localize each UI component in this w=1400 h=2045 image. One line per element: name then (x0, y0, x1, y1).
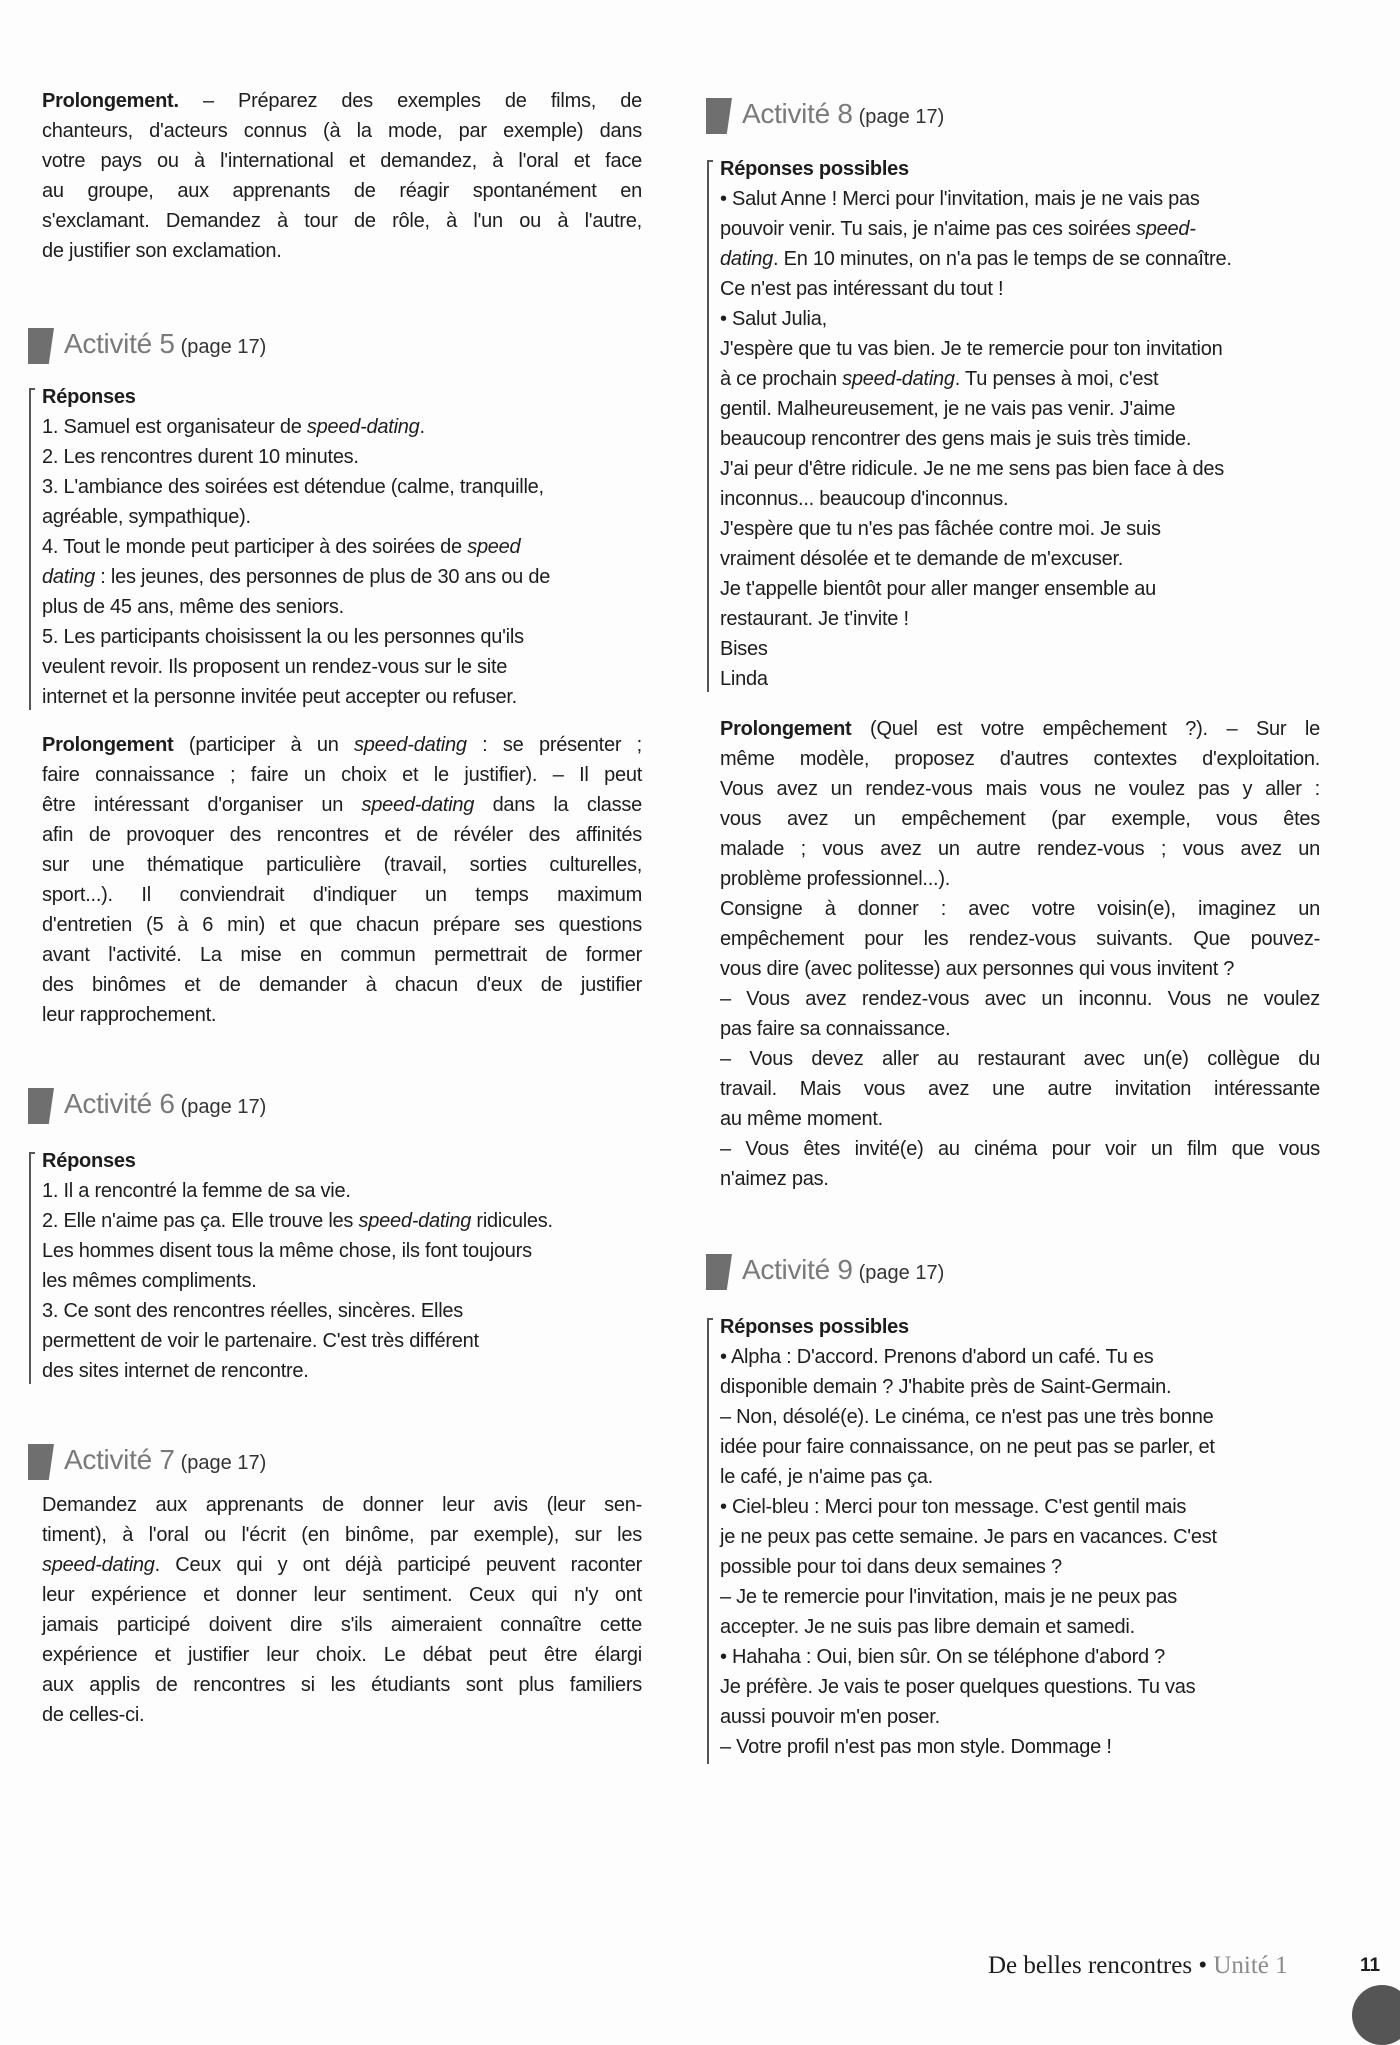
text: même modèle, proposez d'autres contextes d'exploitation. (720, 748, 1320, 770)
text: avant l'activité. La mise en commun permettrait de former (42, 944, 642, 966)
text: – Préparez des exemples de films, de (178, 90, 642, 112)
activity-page-ref: (page 17) (858, 106, 945, 128)
text: gentil. Malheureusement, je ne vais pas venir. J'aime (720, 398, 1176, 420)
text-line (42, 1670, 642, 1700)
text: travail. Mais vous avez une autre invitation intéressante (720, 1078, 1320, 1100)
text-line (720, 834, 1320, 864)
text-line (42, 382, 642, 412)
text: idée pour faire connaissance, on ne peut pas se parler, et (720, 1436, 1215, 1458)
bold-text: Prolongement (720, 718, 852, 740)
text-line (42, 970, 642, 1000)
text: malade ; vous avez un autre rendez-vous ; vous avez un (720, 838, 1320, 860)
text-line (42, 880, 642, 910)
text: Je t'appelle bientôt pour aller manger ensemble au (720, 578, 1157, 600)
italic-text: dating (720, 248, 773, 270)
text: afin de provoquer des rencontres et de révéler des affinités (42, 824, 642, 846)
activite7-body (42, 1490, 642, 1730)
text: vraiment désolée et te demande de m'excuser. (720, 548, 1124, 570)
text-line (42, 206, 642, 236)
text-line (720, 1702, 1320, 1732)
text-line (42, 652, 642, 682)
text-line (42, 86, 642, 116)
text: • Alpha : D'accord. Prenons d'abord un café. Tu es (720, 1346, 1154, 1368)
answer-bracket (29, 1152, 31, 1384)
text-line (42, 562, 642, 592)
text: 2. Les rencontres durent 10 minutes. (42, 446, 359, 468)
paragraph (720, 1134, 1320, 1194)
paragraph (42, 730, 642, 1030)
text-line (720, 1014, 1320, 1044)
activite6-heading (28, 1088, 266, 1124)
text: – Vous avez rendez-vous avec un inconnu. Vous ne voulez (720, 988, 1320, 1010)
text: 5. Les participants choisissent la ou les personnes qu'ils (42, 626, 524, 648)
text: 2. Elle n'aime pas ça. Elle trouve les (42, 1210, 359, 1232)
text-line (720, 1522, 1320, 1552)
text: Demandez aux apprenants de donner leur avis (leur sen- (42, 1494, 642, 1516)
text-line (42, 730, 642, 760)
text-line (720, 394, 1320, 424)
text: Bises (720, 638, 768, 660)
text: sport...). Il conviendrait d'indiquer un temps maximum (42, 884, 642, 906)
text-line (42, 1640, 642, 1670)
text-line (720, 1552, 1320, 1582)
text: 1. Il a rencontré la femme de sa vie. (42, 1180, 351, 1202)
text: (Quel est votre empêchement ?). – Sur le (851, 718, 1320, 740)
text: possible pour toi dans deux semaines ? (720, 1556, 1062, 1578)
italic-text: speed-dating (306, 416, 420, 438)
paragraph (720, 894, 1320, 984)
text-line (42, 820, 642, 850)
unit-label: Unité 1 (1213, 1952, 1288, 1979)
text-line (720, 924, 1320, 954)
paragraph (720, 1044, 1320, 1134)
text: jamais participé doivent dire s'ils aimeraient connaître cette (42, 1614, 642, 1636)
chapter-title: De belles rencontres (988, 1952, 1193, 1979)
text-line (720, 424, 1320, 454)
bold-text: Réponses possibles (720, 1316, 909, 1338)
text: Consigne à donner : avec votre voisin(e), imaginez un (720, 898, 1320, 920)
text-line (720, 1372, 1320, 1402)
text-line (720, 364, 1320, 394)
text-line (42, 532, 642, 562)
text-line (720, 1164, 1320, 1194)
bold-text: Réponses (42, 1150, 136, 1172)
page-tab-marker (1352, 1985, 1400, 2045)
section-marker-icon (706, 1254, 732, 1290)
activity-page-ref: (page 17) (180, 336, 267, 358)
text-line (720, 634, 1320, 664)
text-line (42, 682, 642, 712)
text-line (720, 604, 1320, 634)
text-line (720, 214, 1320, 244)
activite5-prolongement (42, 730, 642, 1030)
text: 1. Samuel est organisateur de (42, 416, 307, 438)
text-line (720, 454, 1320, 484)
text-line (720, 1342, 1320, 1372)
text-line (720, 1044, 1320, 1074)
text-line (720, 1582, 1320, 1612)
text: . Tu penses à moi, c'est (954, 368, 1159, 390)
text: pouvoir venir. Tu sais, je n'aime pas ces soirées (720, 218, 1136, 240)
paragraph (720, 714, 1320, 894)
text-line (42, 1236, 642, 1266)
text: agréable, sympathique). (42, 506, 251, 528)
text-line (42, 1356, 642, 1386)
text: Les hommes disent tous la même chose, ils font toujours (42, 1240, 532, 1262)
text: d'entretien (5 à 6 min) et que chacun prépare ses questions (42, 914, 642, 936)
text-line (720, 1642, 1320, 1672)
text-line (720, 184, 1320, 214)
activite8-reponses (720, 154, 1320, 694)
text: (participer à un (173, 734, 355, 756)
text-line (42, 442, 642, 472)
activity-title: Activité 7 (64, 1444, 175, 1475)
text: • Hahaha : Oui, bien sûr. On se téléphone d'abord ? (720, 1646, 1166, 1668)
text: de justifier son exclamation. (42, 240, 282, 262)
text: s'exclamant. Demandez à tour de rôle, à l'un ou à l'autre, (42, 210, 642, 232)
italic-text: speed-dating (354, 734, 467, 756)
text: . Ceux qui y ont déjà participé peuvent raconter (154, 1554, 642, 1576)
text: : les jeunes, des personnes de plus de 30 ans ou de (95, 566, 551, 588)
paragraph (720, 984, 1320, 1044)
text: empêchement pour les rendez-vous suivants. Que pouvez- (720, 928, 1320, 950)
text: – Je te remercie pour l'invitation, mais je ne peux pas (720, 1586, 1177, 1608)
paragraph (720, 1312, 1320, 1762)
italic-text: speed-dating (361, 794, 475, 816)
activity-title: Activité 8 (742, 98, 853, 129)
text: problème professionnel...). (720, 868, 951, 890)
text: . En 10 minutes, on n'a pas le temps de se connaître. (773, 248, 1232, 270)
activite5-heading (28, 328, 266, 364)
text: aussi pouvoir m'en poser. (720, 1706, 940, 1728)
text-line (720, 984, 1320, 1014)
text-line (720, 1402, 1320, 1432)
text: – Vous êtes invité(e) au cinéma pour voir un film que vous (720, 1138, 1320, 1160)
activite5-reponses (42, 382, 642, 712)
text: expérience et justifier leur choix. Le débat peut être élargi (42, 1644, 642, 1666)
text-line (42, 622, 642, 652)
text-line (720, 484, 1320, 514)
answer-bracket (29, 388, 31, 710)
bold-text: Réponses possibles (720, 158, 909, 180)
text-line (42, 940, 642, 970)
paragraph (42, 86, 642, 266)
text: les mêmes compliments. (42, 1270, 257, 1292)
activite9-reponses (720, 1312, 1320, 1762)
text: être intéressant d'organiser un (42, 794, 362, 816)
text: de celles-ci. (42, 1704, 145, 1726)
text: des sites internet de rencontre. (42, 1360, 309, 1382)
text: le café, je n'aime pas ça. (720, 1466, 933, 1488)
text-line (720, 244, 1320, 274)
text-line (42, 1550, 642, 1580)
text: J'espère que tu vas bien. Je te remercie pour ton invitation (720, 338, 1223, 360)
text-line (720, 714, 1320, 744)
text: votre pays ou à l'international et demandez, à l'oral et face (42, 150, 642, 172)
text-line (720, 664, 1320, 694)
paragraph (42, 1146, 642, 1386)
text: veulent revoir. Ils proposent un rendez-vous sur le site (42, 656, 508, 678)
text-line (42, 760, 642, 790)
text-line (720, 1612, 1320, 1642)
text-line (42, 592, 642, 622)
text: J'ai peur d'être ridicule. Je ne me sens pas bien face à des (720, 458, 1225, 480)
text-line (720, 894, 1320, 924)
text-line (42, 1610, 642, 1640)
text: plus de 45 ans, même des seniors. (42, 596, 344, 618)
text: chanteurs, d'acteurs connus (à la mode, par exemple) dans (42, 120, 642, 142)
text-line (42, 236, 642, 266)
text: 3. L'ambiance des soirées est détendue (calme, tranquille, (42, 476, 544, 498)
activite6-reponses (42, 1146, 642, 1386)
text: leur rapprochement. (42, 1004, 217, 1026)
activity-page-ref: (page 17) (180, 1452, 267, 1474)
text: Je préfère. Je vais te poser quelques questions. Tu vas (720, 1676, 1196, 1698)
text-line (720, 1134, 1320, 1164)
text-line (42, 116, 642, 146)
text-line (42, 1296, 642, 1326)
activity-title: Activité 6 (64, 1088, 175, 1119)
text-line (720, 574, 1320, 604)
text: • Ciel-bleu : Merci pour ton message. C'est gentil mais (720, 1496, 1187, 1518)
text-line (720, 1312, 1320, 1342)
text-line (720, 334, 1320, 364)
italic-text: speed- (1135, 218, 1196, 240)
text-line (42, 1580, 642, 1610)
text-line (720, 774, 1320, 804)
text-line (42, 176, 642, 206)
text: accepter. Je ne suis pas libre demain et samedi. (720, 1616, 1135, 1638)
text-line (720, 544, 1320, 574)
text: au même moment. (720, 1108, 883, 1130)
activity-title: Activité 9 (742, 1254, 853, 1285)
text: n'aimez pas. (720, 1168, 829, 1190)
italic-text: speed-dating (358, 1210, 472, 1232)
text: J'espère que tu n'es pas fâchée contre moi. Je suis (720, 518, 1161, 540)
activite7-heading (28, 1444, 266, 1480)
running-footer (988, 1952, 1288, 1980)
italic-text: speed-dating (842, 368, 955, 390)
text-line (42, 1490, 642, 1520)
text: à ce prochain (720, 368, 843, 390)
text: pas faire sa connaissance. (720, 1018, 951, 1040)
text-line (42, 472, 642, 502)
text: disponible demain ? J'habite près de Saint-Germain. (720, 1376, 1172, 1398)
text-line (720, 1074, 1320, 1104)
bold-text: Réponses (42, 386, 136, 408)
text-line (720, 744, 1320, 774)
text: aux applis de rencontres si les étudiants sont plus familiers (42, 1674, 642, 1696)
text: vous dire (avec politesse) aux personnes qui vous invitent ? (720, 958, 1235, 980)
activite9-heading (706, 1254, 944, 1290)
answer-bracket (707, 1318, 709, 1764)
italic-text: speed-dating (42, 1554, 155, 1576)
section-marker-icon (28, 1444, 54, 1480)
activity-title: Activité 5 (64, 328, 175, 359)
activite8-heading (706, 98, 944, 134)
text: permettent de voir le partenaire. C'est très différent (42, 1330, 479, 1352)
text-line (42, 1520, 642, 1550)
section-marker-icon (28, 1088, 54, 1124)
text: • Salut Anne ! Merci pour l'invitation, mais je ne vais pas (720, 188, 1200, 210)
text-line (42, 1326, 642, 1356)
text: inconnus... beaucoup d'inconnus. (720, 488, 1009, 510)
text-line (42, 502, 642, 532)
text-line (720, 864, 1320, 894)
text-line (42, 1266, 642, 1296)
text-line (720, 1492, 1320, 1522)
section-marker-icon (706, 98, 732, 134)
text: 3. Ce sont des rencontres réelles, sincères. Elles (42, 1300, 464, 1322)
text: je ne peux pas cette semaine. Je pars en vacances. C'est (720, 1526, 1217, 1548)
text: Vous avez un rendez-vous mais vous ne voulez pas y aller : (720, 778, 1320, 800)
text: sur une thématique particulière (travail, sorties culturelles, (42, 854, 642, 876)
text-line (42, 1146, 642, 1176)
text-line (42, 790, 642, 820)
text-line (42, 1206, 642, 1236)
activity-page-ref: (page 17) (858, 1262, 945, 1284)
text: timent), à l'oral ou l'écrit (en binôme, par exemple), sur les (42, 1524, 642, 1546)
text-line (720, 304, 1320, 334)
text-line (42, 1000, 642, 1030)
text-line (720, 1104, 1320, 1134)
footer-separator: • (1198, 1952, 1208, 1979)
text-line (720, 1462, 1320, 1492)
text-line (720, 154, 1320, 184)
text: internet et la personne invitée peut accepter ou refuser. (42, 686, 517, 708)
text: Linda (720, 668, 768, 690)
text: au groupe, aux apprenants de réagir spontanément en (42, 180, 642, 202)
activite8-prolongement (720, 714, 1320, 1194)
paragraph (720, 154, 1320, 694)
paragraph (42, 382, 642, 712)
text: • Salut Julia, (720, 308, 827, 330)
text: leur expérience et donner leur sentiment. Ceux qui n'y ont (42, 1584, 642, 1606)
text: . (419, 416, 425, 438)
text: 4. Tout le monde peut participer à des soirées de (42, 536, 468, 558)
text: – Vous devez aller au restaurant avec un(e) collègue du (720, 1048, 1320, 1070)
text: beaucoup rencontrer des gens mais je suis très timide. (720, 428, 1192, 450)
italic-text: speed (467, 536, 521, 558)
text-line (42, 1700, 642, 1730)
section-marker-icon (28, 328, 54, 364)
text: Ce n'est pas intéressant du tout ! (720, 278, 1004, 300)
text: – Non, désolé(e). Le cinéma, ce n'est pas une très bonne (720, 1406, 1214, 1428)
page-number: 11 (1360, 1955, 1381, 1976)
answer-bracket (707, 160, 709, 692)
bold-text: Prolongement. (42, 90, 179, 112)
italic-text: dating (42, 566, 95, 588)
text-line (720, 274, 1320, 304)
text: : se présenter ; (466, 734, 642, 756)
text-line (720, 804, 1320, 834)
bold-text: Prolongement (42, 734, 174, 756)
text: ridicules. (471, 1210, 553, 1232)
text-line (720, 954, 1320, 984)
text-line (42, 910, 642, 940)
text-line (42, 146, 642, 176)
text-line (42, 412, 642, 442)
text: – Votre profil n'est pas mon style. Dommage ! (720, 1736, 1112, 1758)
text: dans la classe (474, 794, 643, 816)
text-line (720, 514, 1320, 544)
text: des binômes et de demander à chacun d'eux de justifier (42, 974, 642, 996)
paragraph (42, 1490, 642, 1730)
text-line (720, 1672, 1320, 1702)
text: vous avez un empêchement (par exemple, vous êtes (720, 808, 1320, 830)
text-line (720, 1732, 1320, 1762)
intro-prolongement (42, 86, 642, 266)
text: faire connaissance ; faire un choix et le justifier). – Il peut (42, 764, 642, 786)
text-line (42, 850, 642, 880)
activity-page-ref: (page 17) (180, 1096, 267, 1118)
text-line (42, 1176, 642, 1206)
text: restaurant. Je t'invite ! (720, 608, 909, 630)
text-line (720, 1432, 1320, 1462)
